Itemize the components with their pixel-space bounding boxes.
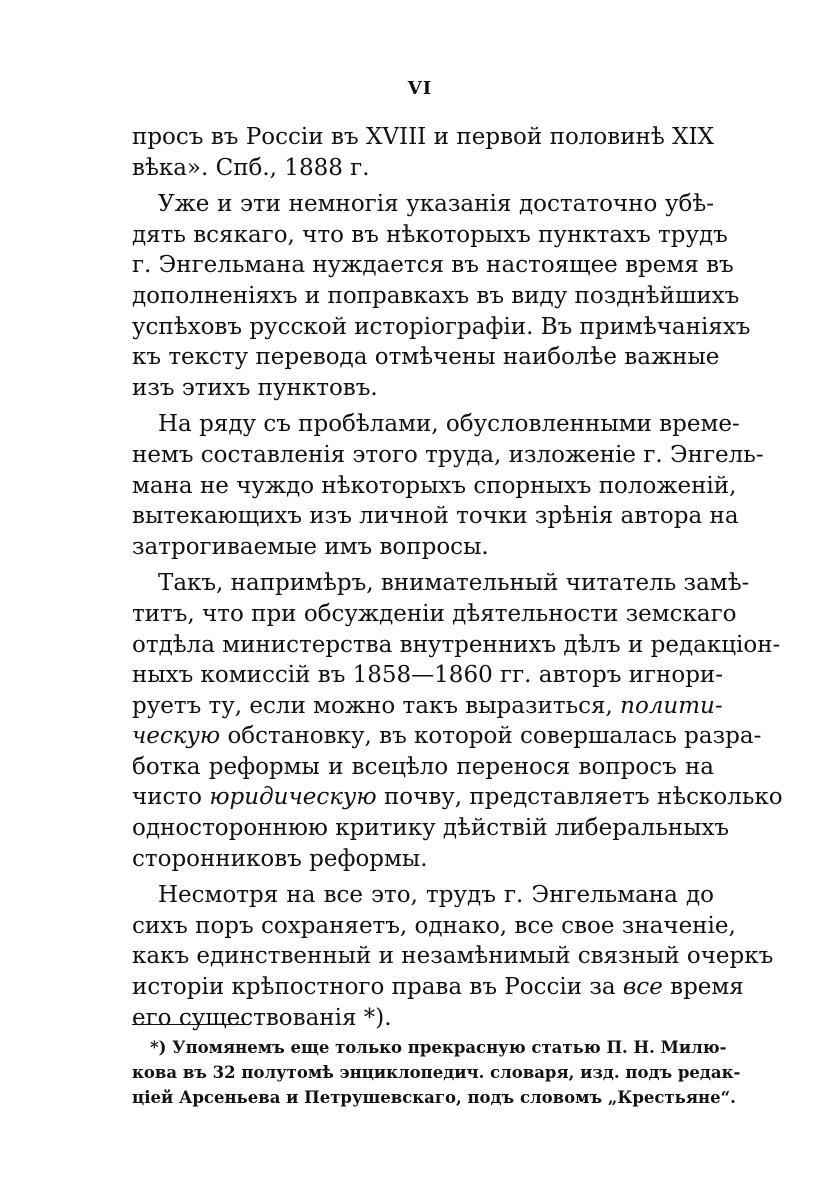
emphasis-text: все (622, 974, 663, 1001)
text-line: На ряду съ пробѣлами, обусловленными време- (158, 411, 740, 438)
text-segment: почву, представляетъ нѣсколько (383, 784, 783, 811)
text-segment: обстановку, въ которой совершалась разра- (227, 723, 762, 750)
text-line: Несмотря на все это, трудъ г. Энгельмана до (158, 882, 714, 909)
text-line: сторонниковъ реформы. (132, 845, 428, 872)
emphasis-text: юридическую (209, 784, 377, 811)
text-line: одностороннюю критику дѣйствій либеральныхъ (132, 815, 730, 842)
text-line: дять всякаго, что въ нѣкоторыхъ пунктахъ трудъ (132, 221, 728, 248)
text-line (132, 972, 744, 1003)
text-segment: время (670, 974, 744, 1001)
text-segment: исторіи крѣпостного права въ Россіи за (132, 974, 616, 1001)
footnote-line: кова въ 32 полутомѣ энциклопедич. словаря, изд. подъ редак- (132, 1062, 741, 1082)
text-line: немъ составленія этого труда, изложеніе г. Энгель- (132, 441, 764, 468)
footnote (132, 1036, 741, 1110)
text-line: дополненіяхъ и поправкахъ въ виду позднѣйшихъ (132, 282, 740, 309)
text-line: ботка реформы и всецѣло перенося вопросъ на (132, 753, 714, 780)
emphasis-text: полити- (620, 692, 723, 719)
text-line: изъ этихъ пунктовъ. (132, 374, 378, 401)
text-line: успѣховъ русской исторіографіи. Въ примѣчаніяхъ (132, 313, 751, 340)
footnote-line: ціей Арсеньева и Петрушевскаго, подъ словомъ „Крестьяне“. (132, 1087, 736, 1107)
text-line: г. Энгельмана нуждается въ настоящее время въ (132, 252, 734, 279)
page-number: VI (407, 78, 433, 99)
paragraph-1 (132, 122, 714, 183)
text-line: вѣка». Спб., 1888 г. (132, 154, 370, 181)
text-line: затрогиваемые имъ вопросы. (132, 533, 489, 560)
text-line (132, 721, 762, 752)
text-segment: чисто (132, 784, 202, 811)
paragraph-2 (132, 189, 751, 403)
paragraph-4 (132, 568, 783, 874)
text-line: какъ единственный и незамѣнимый связный очеркъ (132, 943, 774, 970)
text-line: мана не чуждо нѣкоторыхъ спорныхъ положеній, (132, 472, 737, 499)
text-line (132, 782, 783, 813)
emphasis-text: ческую (132, 723, 221, 750)
paragraph-3 (132, 409, 764, 562)
text-line: отдѣла министерства внутреннихъ дѣлъ и редакціон- (132, 631, 781, 658)
text-line (132, 691, 723, 722)
text-line: просъ въ Россіи въ XVIII и первой половинѣ XIX (132, 124, 714, 150)
text-line: титъ, что при обсужденіи дѣятельности земскаго (132, 600, 737, 627)
footnote-divider (132, 1024, 250, 1025)
paragraph-5 (132, 880, 774, 1033)
text-line: сихъ поръ сохраняетъ, однако, все свое значеніе, (132, 912, 736, 939)
footnote-line: *) Упомянемъ еще только прекрасную статью П. Н. Милю- (150, 1038, 727, 1057)
text-segment: руетъ ту, если можно такъ выразиться, (132, 692, 613, 719)
text-line: къ тексту перевода отмѣчены наиболѣе важные (132, 344, 720, 371)
text-line: вытекающихъ изъ личной точки зрѣнія автора на (132, 503, 739, 530)
text-line: ныхъ комиссій въ 1858—1860 гг. авторъ игнори- (132, 662, 724, 689)
main-text (132, 122, 783, 1039)
text-line: Уже и эти немногія указанія достаточно убѣ- (158, 191, 714, 218)
text-line: Такъ, напримѣръ, внимательный читатель замѣ- (158, 570, 750, 597)
text-line: его существованія *). (132, 1004, 392, 1031)
